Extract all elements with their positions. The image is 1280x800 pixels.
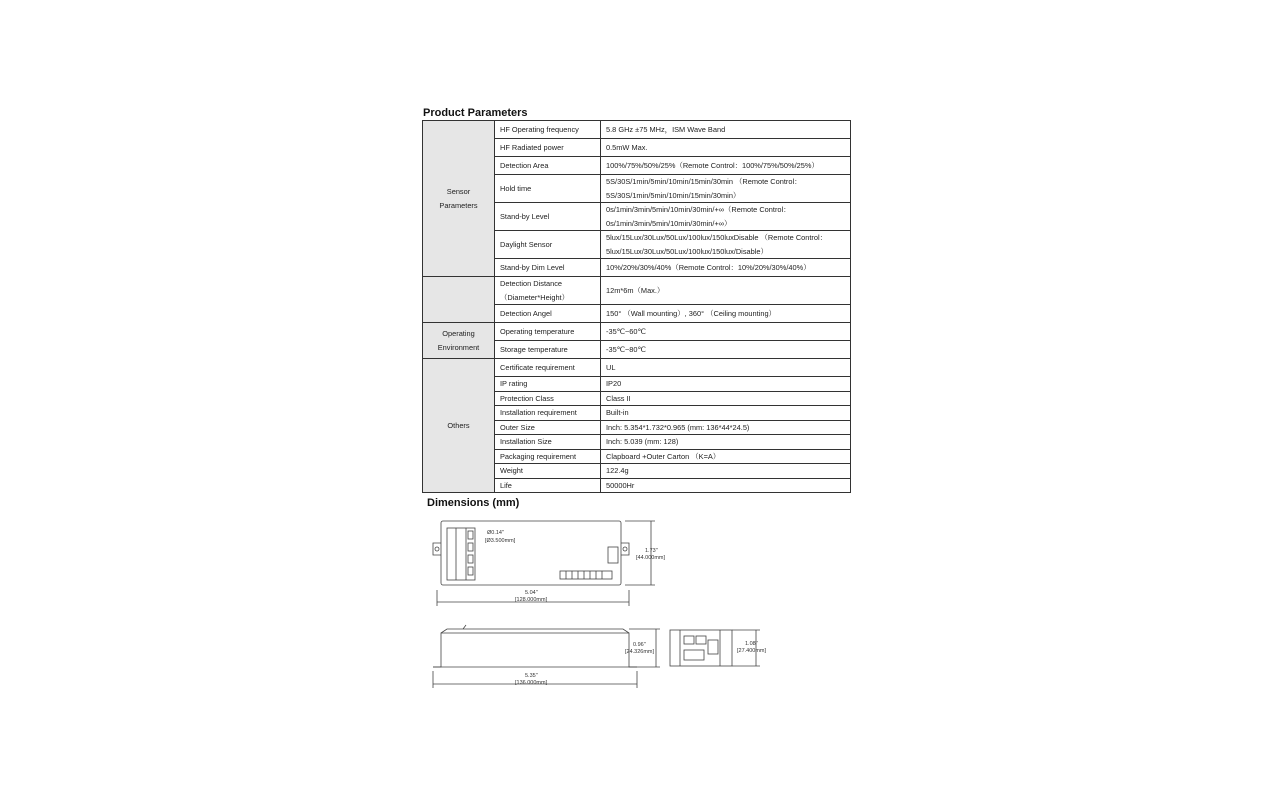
param-value: 122.4g <box>601 464 851 479</box>
param-value: -35℃~80℃ <box>601 341 851 359</box>
thick-dim-in: 0.96" <box>633 642 646 648</box>
right-hole <box>623 547 627 551</box>
param-value: -35℃~60℃ <box>601 323 851 341</box>
param-value: 100%/75%/50%/25%（Remote Control：100%/75%/50%/25%） <box>601 157 851 175</box>
param-name: Operating temperature <box>495 323 601 341</box>
param-name: Hold time <box>495 175 601 203</box>
param-name: Outer Size <box>495 420 601 435</box>
param-value: Inch: 5.354*1.732*0.965 (mm: 136*44*24.5) <box>601 420 851 435</box>
param-value: 10%/20%/30%/40%（Remote Control：10%/20%/30%/40%） <box>601 259 851 277</box>
param-value: 0s/1min/3min/5min/10min/30min/+∞（Remote Control： 0s/1min/3min/5min/10min/30min/+∞） <box>601 203 851 231</box>
param-name: Certificate requirement <box>495 359 601 377</box>
param-value: 150° （Wall mounting）, 360° （Ceiling mounting） <box>601 305 851 323</box>
left-hole <box>435 547 439 551</box>
product-parameters-title: Product Parameters <box>423 107 528 119</box>
param-name: Protection Class <box>495 391 601 406</box>
param-name: Life <box>495 478 601 493</box>
param-name: HF Radiated power <box>495 139 601 157</box>
group-others: Others <box>423 359 495 493</box>
param-name: Weight <box>495 464 601 479</box>
param-name: Stand-by Level <box>495 203 601 231</box>
hole-dim-mm: [Ø3.500mm] <box>485 538 516 544</box>
top-view-body <box>441 521 621 585</box>
param-value: IP20 <box>601 377 851 392</box>
param-value: 12m*6m（Max.） <box>601 277 851 305</box>
side-view-body <box>433 633 637 667</box>
length-dim-in: 5.35" <box>525 673 538 679</box>
hole-dim-in: Ø0.14" <box>487 530 504 536</box>
param-value: Class II <box>601 391 851 406</box>
dimensions-title: Dimensions (mm) <box>427 497 520 509</box>
param-name: Detection Angel <box>495 305 601 323</box>
param-name: Installation requirement <box>495 406 601 421</box>
param-value: Clapboard +Outer Carton （K=A） <box>601 449 851 464</box>
end-dim-in: 1.08" <box>745 641 758 647</box>
right-tab <box>621 543 629 555</box>
param-name: Detection Area <box>495 157 601 175</box>
param-name: Packaging requirement <box>495 449 601 464</box>
group-operating-environment: Operating Environment <box>423 323 495 359</box>
param-name: HF Operating frequency <box>495 121 601 139</box>
param-name: Daylight Sensor <box>495 231 601 259</box>
install-dim-in: 5.04" <box>525 590 538 596</box>
param-value: 5S/30S/1min/5min/10min/15min/30min （Remote Control： 5S/30S/1min/5min/10min/15min/30min） <box>601 175 851 203</box>
param-value: UL <box>601 359 851 377</box>
param-value: 50000Hr <box>601 478 851 493</box>
param-name: Storage temperature <box>495 341 601 359</box>
param-name: Detection Distance （Diameter*Height） <box>495 277 601 305</box>
terminal-block <box>447 528 475 580</box>
param-name: IP rating <box>495 377 601 392</box>
sensor-window <box>608 547 618 563</box>
install-dim-mm: [128.000mm] <box>515 597 548 603</box>
param-value: Inch: 5.039 (mm: 128) <box>601 435 851 450</box>
thick-dim-mm: [24.326mm] <box>625 649 655 655</box>
length-dim-mm: [136.000mm] <box>515 680 548 686</box>
height-dim-in: 1.73" <box>645 548 658 554</box>
left-tab <box>433 543 441 555</box>
end-dim-mm: [27.400mm] <box>737 648 767 654</box>
param-name: Stand-by Dim Level <box>495 259 601 277</box>
dip-switches <box>560 571 612 579</box>
end-view-body <box>670 630 732 666</box>
param-value: 5.8 GHz ±75 MHz，ISM Wave Band <box>601 121 851 139</box>
group-sensor-parameters: Sensor Parameters <box>423 121 495 277</box>
param-value: 5lux/15Lux/30Lux/50Lux/100lux/150luxDisable （Remote Control： 5lux/15Lux/30Lux/50Lux/100lux/150lux/Disable） <box>601 231 851 259</box>
param-name: Installation Size <box>495 435 601 450</box>
param-value: 0.5mW Max. <box>601 139 851 157</box>
param-value: Built-in <box>601 406 851 421</box>
height-dim-mm: [44.000mm] <box>636 555 666 561</box>
